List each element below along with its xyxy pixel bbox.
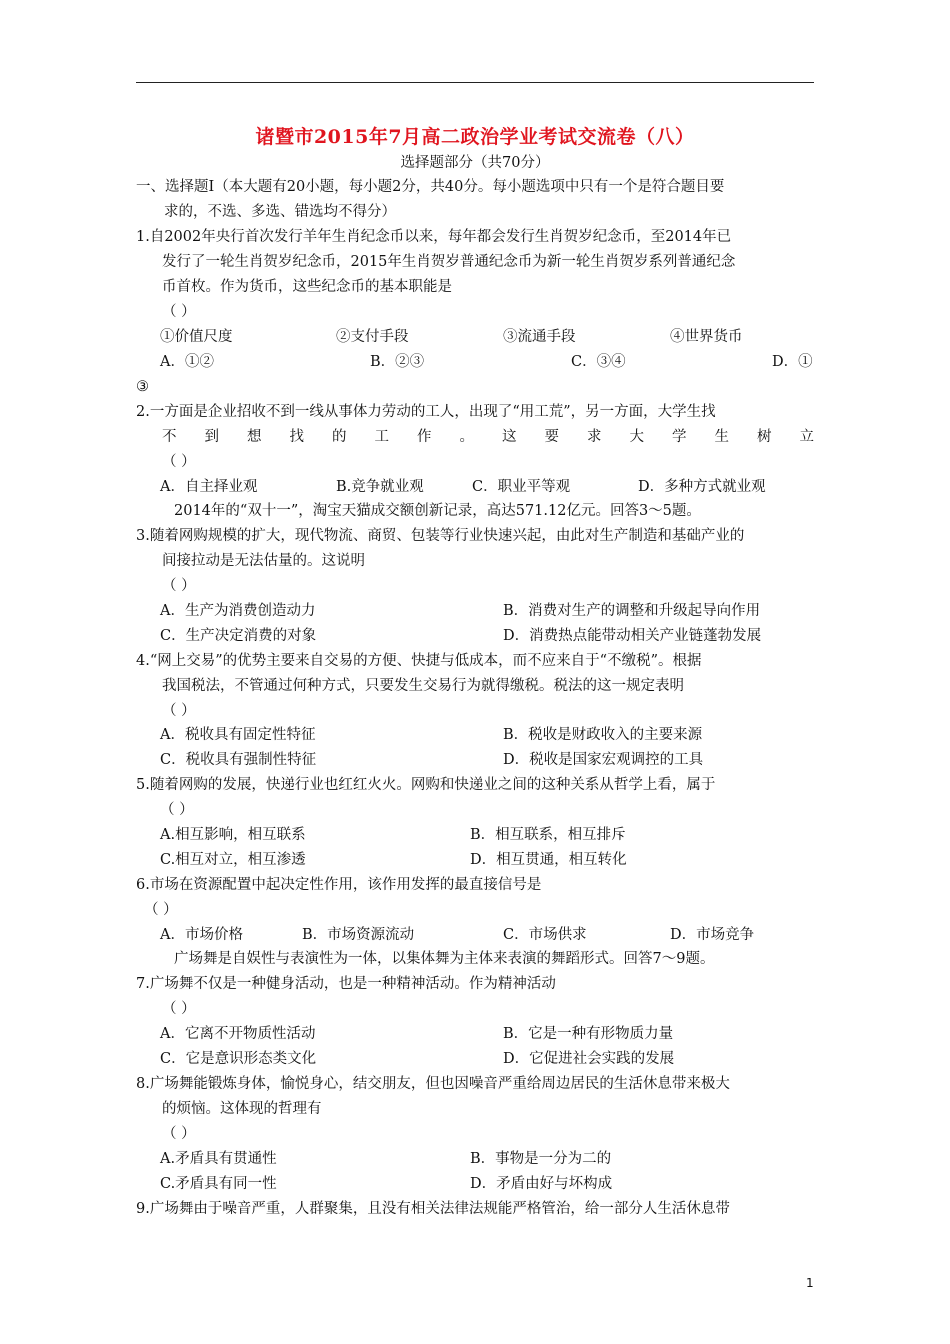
q1-option-c: C．③④ [571, 354, 626, 370]
q2-char: 大 [629, 429, 644, 445]
q1-stem: 1.自2002年央行首次发行羊年生肖纪念币以来，每年都会发行生肖贺岁纪念币，至2014年已 [136, 229, 732, 245]
q2-stem-2 [162, 427, 814, 447]
q6-option-b: B．市场资源流动 [302, 927, 415, 943]
q1-item-3: ③流通手段 [503, 329, 576, 345]
q2-option-d: D．多种方式就业观 [638, 479, 766, 495]
q7-stem: 7.广场舞不仅是一种健身活动，也是一种精神活动。作为精神活动 [136, 976, 556, 992]
q7-option-a: A．它离不开物质性活动 [160, 1026, 316, 1042]
q9-stem: 9.广场舞由于噪音严重，人群聚集，且没有相关法律法规能严格管治，给一部分人生活休息带 [136, 1201, 730, 1217]
q8-option-b: B．事物是一分为二的 [470, 1151, 612, 1167]
q4-option-b: B．税收是财政收入的主要来源 [503, 727, 703, 743]
q5-option-d: D．相互贯通，相互转化 [470, 852, 627, 868]
q2-char: 树 [757, 429, 772, 445]
q6-option-c: C．市场供求 [503, 927, 587, 943]
q8-option-c: C.矛盾具有同一性 [160, 1176, 277, 1192]
q4-answer-blank: （ ） [162, 703, 196, 719]
q8-option-a: A.矛盾具有贯通性 [160, 1151, 277, 1167]
q2-char: 工 [374, 429, 389, 445]
q1-item-1: ①价值尺度 [160, 329, 233, 345]
page-title: 诸暨市2015年7月高二政治学业考试交流卷（八） [255, 126, 695, 148]
q1-answer-blank: （ ） [162, 304, 196, 320]
q3-stem: 3.随着网购规模的扩大，现代物流、商贸、包装等行业快速兴起，由此对生产制造和基础产业的 [136, 528, 745, 544]
q7-option-b: B．它是一种有形物质力量 [503, 1026, 674, 1042]
q2-char: 学 [672, 429, 687, 445]
q1-item-2: ②支付手段 [336, 329, 409, 345]
q7-option-c: C．它是意识形态类文化 [160, 1051, 317, 1067]
q2-char: 求 [587, 429, 602, 445]
q1-stem-2: 发行了一轮生肖贺岁纪念币，2015年生肖贺岁普通纪念币为新一轮生肖贺岁系列普通纪念 [162, 254, 736, 270]
q4-stem: 4.“网上交易”的优势主要来自交易的方便、快捷与低成本，而不应来自于“不缴税”。根据 [136, 653, 702, 669]
q6-option-a: A．市场价格 [160, 927, 243, 943]
q2-char: 立 [799, 429, 814, 445]
q2-char: 作 [417, 429, 432, 445]
q8-stem-2: 的烦恼。这体现的哲理有 [162, 1101, 322, 1117]
q2-char: 。 [459, 429, 474, 445]
q1-option-a: A．①② [160, 354, 214, 370]
header-rule [136, 82, 814, 83]
q4-option-d: D．税收是国家宏观调控的工具 [503, 752, 704, 768]
q1-option-d-cont: ③ [136, 379, 149, 395]
q2-stem: 2.一方面是企业招收不到一线从事体力劳动的工人，出现了“用工荒”，另一方面，大学生找 [136, 404, 716, 420]
q1-option-d: D．① [772, 354, 813, 370]
q4-option-a: A．税收具有固定性特征 [160, 727, 316, 743]
q1-item-4: ④世界货币 [670, 329, 743, 345]
section-instruction-cont: 求的，不选、多选、错选均不得分） [164, 204, 396, 220]
page-number: 1 [806, 1276, 814, 1290]
q2-char: 想 [247, 429, 262, 445]
q3-stem-2: 间接拉动是无法估量的。这说明 [162, 553, 365, 569]
q7-answer-blank: （ ） [162, 1001, 196, 1017]
q8-stem: 8.广场舞能锻炼身体，愉悦身心，结交朋友，但也因噪音严重给周边居民的生活休息带来极大 [136, 1076, 730, 1092]
q2-option-c: C．职业平等观 [472, 479, 571, 495]
q3-answer-blank: （ ） [162, 578, 196, 594]
q5-option-b: B．相互联系，相互排斥 [470, 827, 626, 843]
q3-option-c: C．生产决定消费的对象 [160, 628, 317, 644]
q2-char: 不 [162, 429, 177, 445]
q5-option-a: A.相互影响，相互联系 [160, 827, 306, 843]
q1-stem-3: 币首枚。作为货币，这些纪念币的基本职能是 [162, 279, 452, 295]
q2-char: 到 [204, 429, 219, 445]
material-intro-7-9: 广场舞是自娱性与表演性为一体，以集体舞为主体来表演的舞蹈形式。回答7～9题。 [174, 951, 715, 967]
q2-answer-blank: （ ） [162, 454, 196, 470]
q2-char: 这 [502, 429, 517, 445]
q2-char: 找 [289, 429, 304, 445]
material-intro-3-5: 2014年的“双十一”，淘宝天猫成交额创新记录，高达571.12亿元。回答3～5题。 [174, 503, 701, 519]
q7-option-d: D．它促进社会实践的发展 [503, 1051, 675, 1067]
q4-stem-2: 我国税法，不管通过何种方式，只要发生交易行为就得缴税。税法的这一规定表明 [162, 678, 684, 694]
q2-char: 要 [544, 429, 559, 445]
q6-option-d: D．市场竞争 [670, 927, 755, 943]
q5-option-c: C.相互对立，相互渗透 [160, 852, 306, 868]
q8-answer-blank: （ ） [162, 1126, 196, 1142]
q3-option-a: A．生产为消费创造动力 [160, 603, 316, 619]
q4-option-c: C．税收具有强制性特征 [160, 752, 317, 768]
q2-option-a: A．自主择业观 [160, 479, 258, 495]
section-instruction: 一、选择题Ⅰ（本大题有20小题，每小题2分，共40分。每小题选项中只有一个是符合题目要 [136, 179, 725, 195]
q5-answer-blank: （ ） [160, 802, 194, 818]
q3-option-d: D．消费热点能带动相关产业链蓬勃发展 [503, 628, 762, 644]
q2-char: 的 [332, 429, 347, 445]
section-subtitle: 选择题部分（共70分） [400, 155, 550, 171]
q6-answer-blank: （ ） [144, 902, 178, 918]
q2-option-b: B.竞争就业观 [336, 479, 424, 495]
q1-option-b: B．②③ [370, 354, 425, 370]
q5-stem: 5.随着网购的发展，快递行业也红红火火。网购和快递业之间的这种关系从哲学上看，属于 [136, 777, 716, 793]
q2-char: 生 [714, 429, 729, 445]
q6-stem: 6.市场在资源配置中起决定性作用，该作用发挥的最直接信号是 [136, 877, 542, 893]
q8-option-d: D．矛盾由好与坏构成 [470, 1176, 613, 1192]
q3-option-b: B．消费对生产的调整和升级起导向作用 [503, 603, 761, 619]
